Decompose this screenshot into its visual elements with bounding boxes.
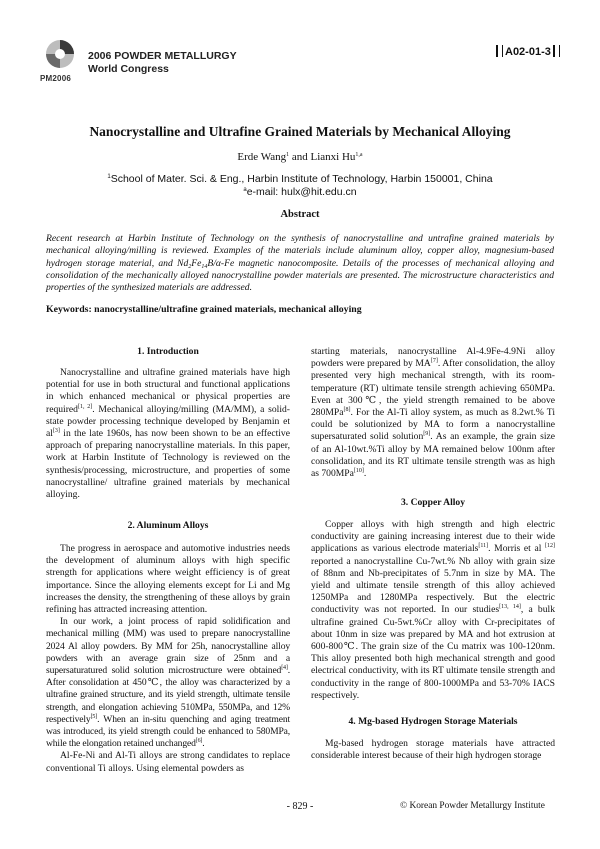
email-line: e-mail: hulx@hit.edu.cn (246, 186, 357, 198)
section-aluminum-heading: 2. Aluminum Alloys (127, 520, 209, 531)
introduction-paragraph: Nanocrystalline and ultrafine grained materials have high potential for use in both structural and functional applications in which enhanced mechanical or physical properties are required[1, 2]. Mechanical alloying/milling (MA/MM), a solid-state powder processing technique developed by Benjamin et al[3] in the late 1960s, has now been shown to be an effective approach of preparing nanocrystalline materials. In this paper, work at Harbin Institute of Technology is reviewed on the synthesis/processing, microstructure, and properties of some nanocrystalline/ ultrafine grained materials by mechanical alloying. (46, 367, 290, 501)
conference-line1: 2006 POWDER METALLURGY (88, 50, 237, 62)
authors-and: and (289, 151, 311, 163)
paper-title: Nanocrystalline and Ultrafine Grained Materials by Mechanical Alloying (89, 124, 511, 139)
abstract-text: Recent research at Harbin Institute of Technology on the synthesis of nanocrystalline and untrafine grained materials by mechanical alloying/milling is reviewed. Examples of the materials include aluminum alloy, copper alloy, magnesium-based hydrogen storage material, and $Nd_2Fe_{14}B/\alpha-Fe$ magnetic nanocomposite. Details of the processes of mechanical alloying and consolidation of the mechanically alloyed nanocrystalline powder materials are presented. The microstructure characteristics and properties of the synthesized materials are addressed. (46, 233, 554, 294)
section-copper-heading: 3. Copper Alloy (400, 497, 466, 508)
copper-paragraph: Copper alloys with high strength and high electric conductivity are gaining increasing interest due to their wide applications as various electrode materials[11]. Morris et al [12] reported a nanocrystalline Cu-7wt.% Nb alloy with grain size of 88nm and Nb-precipitates of 5.7nm in size by MA. The yield and ultimate tensile strength of this alloy achieved 1250MPa and 1280MPa respectively. But the electric conductivity was not reported. In our studies[13, 14], a bulk ultrafine grained Cu-5wt.%Cr alloy with Cr-precipitates of about 10nm in size was prepared by MA and hot extrusion at 600-800℃. The grain size of the Cu matrix was 100-120nm. This alloy presented both high mechanical strength and good electrical conductivity, with its RT ultimate tensile strength and conductivity in the range of 800-1000MPa and 53-70% IACS respectively. (311, 519, 555, 701)
paper-code-box (494, 45, 562, 58)
author-2-sup: 1,a (355, 152, 363, 158)
affil-sup-1: 1 (107, 174, 111, 180)
aluminum-paragraph-2: In our work, a joint process of rapid solidification and mechanical milling (MM) was used to prepare nanocrystalline 2024 Al alloy powders. By MM for 25h, nanocrystalline alloy powders with an average grain size of 25nm and a supersaturatured solid solution microstructure were obtained[4]. After consolidation at 450℃, the alloy was characterized by a ultrafine grained structure, and its yield strength, ultimate tensile strength, and elongation achieving 510MPa, 550MPa, and 12% respectively[5]. When an in-situ quenching and aging treatment was introduced, its yield strength could be enhanced to 580MPa, while the elongation retained unchanged[6]. (46, 616, 290, 750)
left-bars-icon (496, 45, 503, 57)
affiliation-line: School of Mater. Sci. & Eng., Harbin Institute of Technology, Harbin 150001, China (110, 173, 493, 185)
paper-code: A02-01-3 (505, 46, 551, 58)
author-1-sup: 1 (286, 152, 290, 158)
section-introduction-heading: 1. Introduction (137, 346, 199, 357)
aluminum-continued-paragraph: starting materials, nanocrystalline Al-4.9Fe-4.9Ni alloy powders were prepared by MA[7]. After consolidation, the alloy presented very high mechanical strength, with its room-temperature (RT) ultimate tensile strength achieving 650MPa. Even at 300℃, the yield strength remained to be above 280MPa[8]. For the Al-Ti alloy system, as much as 8.2wt.% Ti could be solutionized by MA to form a nanocrystalline supersaturated solid solution[9]. As an example, the grain size of an Al-10wt.%Ti alloy by MA remained below 100nm after consolidation, and its RT ultimate tensile strength was as high as 700MPa[10]. (311, 346, 555, 480)
conference-name (88, 50, 237, 76)
affiliation (40, 173, 560, 199)
copyright-notice: © Korean Powder Metallurgy Institute (400, 801, 545, 811)
aluminum-paragraph-1: The progress in aerospace and automotive industries needs the development of aluminum alloys with high specific strength for applications where weight efficiency is of great importance. Since the alloying elements except for Li and Mg increases the density, the strengthening of these alloys by grain refining has attracted increasing attention. (46, 543, 290, 616)
author-1: Erde Wang (237, 151, 287, 163)
authors (40, 151, 560, 163)
author-2: Lianxi Hu (310, 151, 356, 163)
section-mg-heading: 4. Mg-based Hydrogen Storage Materials (348, 716, 518, 727)
right-bars-icon (553, 45, 560, 57)
pm2006-mark: PM2006 (40, 74, 71, 83)
affil-sup-a: a (243, 187, 247, 193)
abstract-heading: Abstract (280, 209, 320, 220)
page-number: - 829 - (286, 801, 314, 812)
keywords: Keywords: nanocrystalline/ultrafine grained materials, mechanical alloying (46, 304, 362, 315)
aluminum-paragraph-3: Al-Fe-Ni and Al-Ti alloys are strong candidates to replace conventional Ti alloys. Using elemental powders as (46, 750, 290, 774)
aluminum-paragraphs (46, 543, 290, 775)
mg-paragraph: Mg-based hydrogen storage materials have attracted considerable interest because of their high hydrogen storage (311, 738, 555, 762)
conference-line2: World Congress (88, 63, 169, 75)
